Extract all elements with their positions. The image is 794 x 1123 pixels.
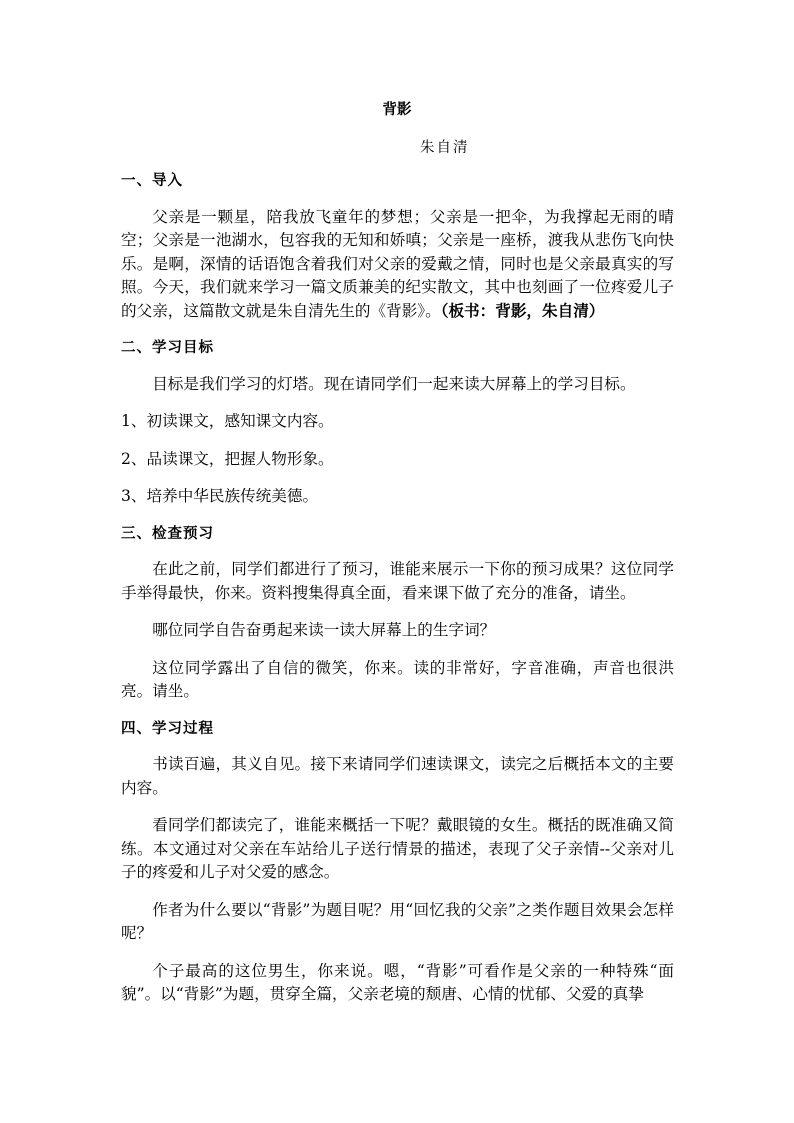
paragraph: 作者为什么要以“背影”为题目呢？用“回忆我的父亲”之类作题目效果会怎样呢？: [121, 900, 674, 942]
paragraph: 书读百遍，其义自见。接下来请同学们速读课文，读完之后概括本文的主要内容。: [121, 755, 674, 797]
document-author: 朱自清: [420, 140, 470, 156]
paragraph-bold-note: （板书：背影，朱自清）: [440, 301, 605, 320]
section-heading-preview: 三、检查预习: [121, 525, 214, 542]
section-heading-goals: 二、学习目标: [121, 340, 214, 356]
section-heading-intro: 一、导入: [121, 173, 183, 189]
document-title: 背影: [382, 102, 412, 118]
list-item: 2、品读课文，把握人物形象。: [121, 449, 334, 468]
paragraph: [121, 206, 674, 324]
paragraph: 个子最高的这位男生，你来说。嗯，“背影”可看作是父亲的一种特殊“面貌”。以“背影”为题，贯穿全篇，父亲老境的颓唐、心情的忧郁、父爱的真挚: [121, 961, 674, 1003]
list-item: 3、培养中华民族传统美德。: [121, 487, 319, 505]
section-heading-process: 四、学习过程: [121, 720, 214, 737]
document-body: [121, 170, 674, 1021]
paragraph: 看同学们都读完了，谁能来概括一下呢？戴眼镜的女生。概括的既准确又简练。本文通过对父亲在车站给儿子送行情景的描述，表现了父子亲情--父亲对儿子的疼爱和儿子对父爱的感念。: [121, 816, 674, 881]
paragraph: 在此之前，同学们都进行了预习，谁能来展示一下你的预习成果？这位同学手举得最快，你来。资料搜集得真全面，看来课下做了充分的准备，请坐。: [121, 560, 674, 602]
paragraph: 哪位同学自告奋勇起来读一读大屏幕上的生字词？: [152, 621, 496, 639]
paragraph: 这位同学露出了自信的微笑，你来。读的非常好，字音准确，声音也很洪亮。请坐。: [121, 658, 674, 700]
paragraph-text: 父亲是一颗星，陪我放飞童年的梦想；父亲是一把伞，为我撑起无雨的晴空；父亲是一池湖水，包容我的无知和娇嗔；父亲是一座桥，渡我从悲伤飞向快乐。是啊，深情的话语饱含着我们对父亲的爱戴之情，同时也是父亲最真实的写照。今天，我们就来学习一篇文质兼美的纪实散文，其中也刻画了一位疼爱儿子的父亲，这篇散文就是朱自清先生的《背影》。: [121, 207, 674, 320]
list-item: 1、初读课文，感知课文内容。: [121, 412, 334, 430]
paragraph: 目标是我们学习的灯塔。现在请同学们一起来读大屏幕上的学习目标。: [152, 374, 636, 393]
